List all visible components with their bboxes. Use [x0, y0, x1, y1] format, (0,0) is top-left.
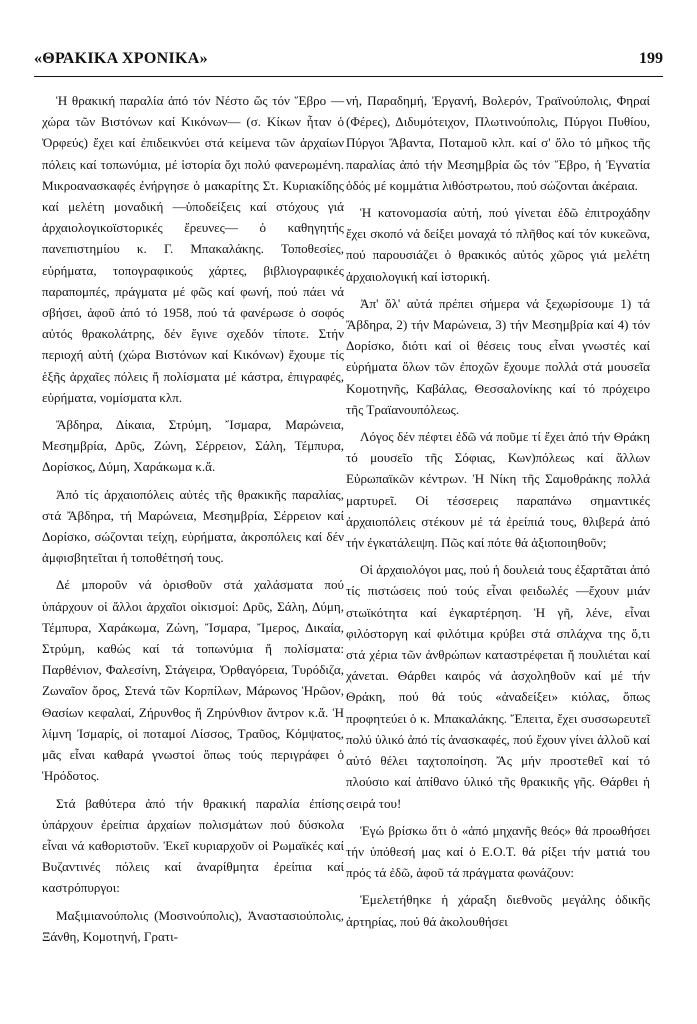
paragraph: Δέ μποροῦν νά ὁρισθοῦν στά χαλάσματα πού ὑπάρχουν οἱ ἄλλοι ἀρχαῖοι οἰκισμοί: Δρῦς, Σάλη, Δύμη, Τέμπυρα, Χαράκωμα, Ζώνη, Ἴσμαρα, Ἴμερος, Δικαία, Στρύμη, καθώς καί τά τοπωνύμια ἤ πολίσματα: Παρθένιον, Φαλεσίνη, Στάγειρα, Ὀρθαγόρεια, Τυρόδιζα, Ζωναῖον ὄρος, Στενά τῶν Κορπίλων, Μάρωνος Ἡρῶον, Θασίων κεφαλαί, Ζήρυνθος ἤ Ζηρύνθιον ἄντρον κ.ἄ. Ἡ λίμνη Ἰσμαρίς, οἱ ποταμοί Λίσσος, Τραῦος, Κόμψατος, μᾶς εἶναι καθαρά γνωστοί ὅπως τούς περιγράφει ὁ Ἡρόδοτος. — [42, 577, 344, 784]
paragraph-continued: νή, Παραδημή, Ἐργανή, Βολερόν, Τραϊνούπολις, Φηραί (Φέρες), Διδυμότειχον, Πλωτινούπολις, Πύργοι Πυθίου, Πύργοι Ἄβαντα, Ποταμοῦ κλπ. καί σ' ὅλο τό μῆκος τῆς παραλίας ἀπό τήν Μεσημβρία ὥς τόν Ἕβρο, ἡ Ἐγνατία ὁδός μέ κομμάτια λιθόστρωτου, πού σώζονται ἀκέραια. — [346, 93, 650, 193]
paragraph: Ἄβδηρα, Δίκαια, Στρύμη, Ἴσμαρα, Μαρώνεια, Μεσημβρία, Δρῦς, Ζώνη, Σέρρειον, Σάλη, Τέμπυρα, Δορίσκος, Δύμη, Χαράκωμα κ.ἄ. — [42, 417, 344, 475]
paragraph: Ἐμελετήθηκε ἡ χάραξη διεθνοῦς μεγάλης ὁδικῆς ἀρτηρίας, πού θά ἀκολουθήσει — [346, 892, 650, 929]
paragraph: Ἡ κατονομασία αὐτή, πού γίνεται ἐδῶ ἐπιτροχάδην ἔχει σκοπό νά δείξει μοναχά τό πλῆθος καί τόν κυκεῶνα, πού παρουσιάζει ὁ θρακικός αὐτός χῶρος γιά μελέτη ἀρχαιολογική καί ἱστορική. — [346, 205, 650, 284]
page-number: 199 — [639, 50, 663, 67]
paragraph: Ἐγώ βρίσκω ὅτι ὁ «ἀπό μηχανῆς θεός» θά προωθήσει τήν ὑπόθεσή μας καί ὁ Ε.Ο.Τ. θά ρίξει τήν ματιά του πρός τά ἐδῶ, ἀφοῦ τά πράγματα φωνάζουν: — [346, 822, 650, 881]
header-rule — [34, 76, 663, 77]
paragraph: Ἡ θρακική παραλία ἀπό τόν Νέστο ὥς τόν Ἕβρο —χώρα τῶν Βιστόνων καί Κικόνων— (σ. Κίκων ἦταν ὁ Ὀρφεύς) ἔχει καί ἐπιδεικνύει στά κείμενα τῶν ἀρχαίων πόλεις καί τοπωνύμια, μέ ἱστορία ὄχι πολύ φανερωμένη. Μικροανασκαφές ἐνήργησε ὁ μακαρίτης Στ. Κυριακίδης καί μελέτη μοναδική —ὑποδείξεις καί στόχους γιά ἀρχαιολογικοϊστορικές ἔρευνες— ὁ καθηγητής πανεπιστημίου κ. Γ. Μπακαλάκης. Τοποθεσίες, εὑρήματα, τοπογραφικούς χάρτες, βιβλιογραφικές παραπομπές, πράγματα μέ φῶς καί φωνή, πού πάει νά σβήσει, ἀφοῦ ἀπό τό 1958, πού τά φανέρωσε ὁ σοφός αὐτός θρακολάτρης, δέν ἔγινε σχεδόν τίποτε. Στήν περιοχή αὐτή (χώρα Βιστόνων καί Κικόνων) ἔχουμε τίς ἑξῆς ἀρχαῖες πόλεις ἤ πολίσματα μέ κάστρα, ἐπιγραφές, εὑρήματα, νομίσματα κλπ. — [42, 93, 344, 405]
paragraph: Ἀπ' ὅλ' αὐτά πρέπει σήμερα νά ξεχωρίσουμε 1) τά Ἄβδηρα, 2) τήν Μαρώνεια, 3) τήν Μεσημβρία καί 4) τόν Δορίσκο, διότι καί οἱ θέσεις τους εἶναι γνωστές καί εὑρήματα ὅλων τῶν ἐποχῶν ἔχουμε πολλά στά μουσεῖα Κομοτηνῆς, Καβάλας, Θεσσαλονίκης καί τό πρόχειρο τῆς Τραϊανουπόλεως. — [346, 295, 650, 417]
paragraph: Οἱ ἀρχαιολόγοι μας, πού ἡ δουλειά τους ἐξαρτᾶται ἀπό τίς πιστώσεις πού τούς εἶναι φειδωλές —ἔχουν μιάν στωϊκότητα καί ἐγκαρτέρηση. Ἡ γῆ, λένε, εἶναι φιλόστοργη καί φιλότιμα κρύβει στά σπλάχνα της ὅ,τι στά χέρια τῶν ἀνθρώπων καταστρέφεται ἤ πουλιέται καί χάνεται. Θάρθει καιρός νά ἀσχοληθοῦν καί μέ τήν Θράκη, πού θά τούς «ἀναδείξει» κιόλας, ὅπως προφητεύει ὁ κ. Μπακαλάκης. Ἔπειτα, ἔχει συσσωρευτεῖ πολύ ὑλικό ἀπό τίς ἀνασκαφές, πού ἔχουν γίνει ἀλλοῦ καί αὐτό θέλει ταχτοποίηση. Ἄς μήν προστεθεῖ καί τό πλούσιο καί ἀπίθανο ὑλικό τῆς θρακικῆς γῆς. Θάρθει ἡ σειρά του! — [346, 562, 650, 811]
paragraph: Λόγος δέν πέφτει ἐδῶ νά ποῦμε τί ἔχει ἀπό τήν Θράκη τό μουσεῖο τῆς Σόφιας, Κων)πόλεως καί ἄλλων Εὐρωπαϊκῶν κέντρων. Ἡ Νίκη τῆς Σαμοθράκης πολλά μαρτυρεῖ. Οἱ τέσσερεις παραπάνω σημαντικές ἀρχαιοπόλεις στέκουν μέ τά ἐρείπιά τους, θλιβερά ἀπό τήν ἐγκατάλειψη. Πῶς καί πότε θά ἀξιοποιηθοῦν; — [346, 429, 650, 551]
paragraph: Στά βαθύτερα ἀπό τήν θρακική παραλία ἐπίσης ὑπάρχουν ἐρείπια ἀρχαίων πολισμάτων πού δύσκολα εἶναι νά καθοριστοῦν. Ἐκεῖ κυριαρχοῦν οἱ Ρωμαϊκές καί Βυζαντινές πόλεις καί ἀναρίθμητα ἐρείπια καί καστρόπυργοι: — [42, 795, 344, 896]
right-column — [346, 90, 650, 938]
paragraph: Μαξιμιανούπολις (Μοσινούπολις), Ἀναστασιούπολις, Ξάνθη, Κομοτηνή, Γρατι- — [42, 907, 344, 944]
journal-title: «ΘΡΑΚΙΚΑ ΧΡΟΝΙΚΑ» — [34, 50, 208, 67]
left-column — [42, 90, 344, 953]
running-header — [34, 50, 663, 74]
paragraph: Ἀπό τίς ἀρχαιοπόλεις αὐτές τῆς θρακικῆς παραλίας, στά Ἄβδηρα, τή Μαρώνεια, Μεσημβρία, Σέρρειον καί Δορίσκο, σώζονται τείχη, εὑρήματα, ἀκροπόλεις καί δέν ἀμφισβητεῖται ἡ τοποθέτησή τους. — [42, 486, 344, 566]
